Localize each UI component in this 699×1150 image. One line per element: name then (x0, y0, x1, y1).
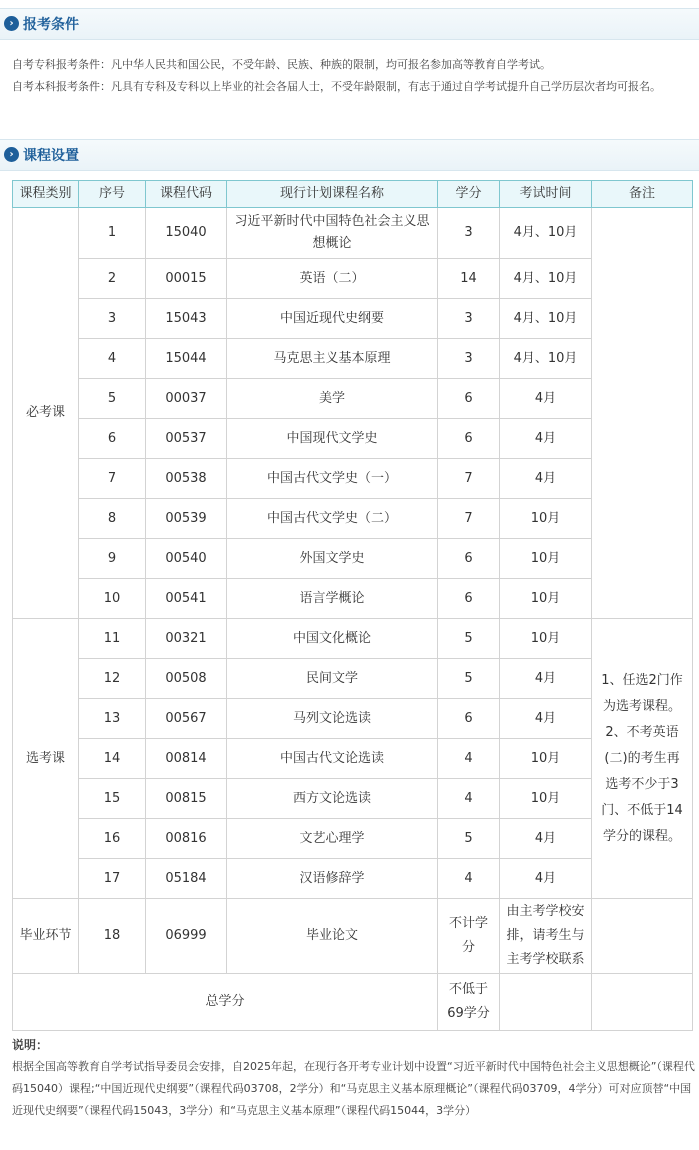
row-no: 4 (79, 339, 146, 379)
row-no: 7 (79, 459, 146, 499)
row-time: 4月、10月 (500, 259, 592, 299)
section-title: 报考条件 (23, 17, 79, 33)
row-name: 美学 (227, 379, 438, 419)
row-no: 6 (79, 419, 146, 459)
column-header: 序号 (79, 181, 146, 208)
row-credit: 6 (438, 539, 500, 579)
row-credit: 4 (438, 859, 500, 899)
row-no: 2 (79, 259, 146, 299)
row-credit: 7 (438, 459, 500, 499)
column-header: 学分 (438, 181, 500, 208)
row-time: 4月 (500, 379, 592, 419)
row-name: 语言学概论 (227, 579, 438, 619)
row-time: 4月 (500, 819, 592, 859)
note-label: 说明： (12, 1038, 49, 1052)
row-name: 习近平新时代中国特色社会主义思想概论 (227, 208, 438, 259)
table-row (13, 859, 693, 899)
conditions-text (0, 46, 699, 104)
row-code: 00321 (146, 619, 227, 659)
row-no: 12 (79, 659, 146, 699)
table-row (13, 579, 693, 619)
row-name: 中国古代文学史（二） (227, 499, 438, 539)
row-credit: 4 (438, 739, 500, 779)
total-empty (592, 974, 693, 1031)
row-no: 15 (79, 779, 146, 819)
row-code: 00540 (146, 539, 227, 579)
condition-line: 自考专科报考条件：凡中华人民共和国公民，不受年龄、民族、种族的限制，均可报名参加高等教育自学考试。 (12, 58, 551, 71)
row-time: 4月 (500, 419, 592, 459)
column-header: 课程代码 (146, 181, 227, 208)
section-title: 课程设置 (23, 148, 79, 164)
row-credit: 7 (438, 499, 500, 539)
table-row (13, 499, 693, 539)
table-row (13, 419, 693, 459)
row-credit: 5 (438, 659, 500, 699)
condition-line: 自考本科报考条件：凡具有专科及专科以上毕业的社会各届人士，不受年龄限制，有志于通过自学考试提升自己学历层次者均可报名。 (12, 80, 661, 93)
row-credit: 6 (438, 579, 500, 619)
row-time: 10月 (500, 499, 592, 539)
row-code: 00015 (146, 259, 227, 299)
row-code: 00541 (146, 579, 227, 619)
row-code: 15043 (146, 299, 227, 339)
chevron-right-icon: › (4, 147, 19, 162)
section-header-conditions (0, 8, 699, 40)
row-time: 4月 (500, 659, 592, 699)
row-credit: 6 (438, 379, 500, 419)
group-required: 必考课 (13, 208, 79, 619)
row-time: 10月 (500, 539, 592, 579)
row-name: 英语（二） (227, 259, 438, 299)
group-elective: 选考课 (13, 619, 79, 899)
row-code: 00815 (146, 779, 227, 819)
row-name: 毕业论文 (227, 899, 438, 974)
remark-empty (592, 208, 693, 619)
total-row (13, 974, 693, 1031)
row-no: 17 (79, 859, 146, 899)
row-no: 3 (79, 299, 146, 339)
row-code: 00816 (146, 819, 227, 859)
table-row (13, 459, 693, 499)
table-row (13, 379, 693, 419)
row-no: 14 (79, 739, 146, 779)
row-time: 由主考学校安排，请考生与主考学校联系 (500, 899, 592, 974)
row-time: 10月 (500, 779, 592, 819)
table-row (13, 539, 693, 579)
row-code: 00567 (146, 699, 227, 739)
row-name: 马列文论选读 (227, 699, 438, 739)
row-time: 4月 (500, 459, 592, 499)
chevron-right-icon: › (4, 16, 19, 31)
row-name: 外国文学史 (227, 539, 438, 579)
total-label: 总学分 (13, 974, 438, 1031)
column-header: 考试时间 (500, 181, 592, 208)
row-credit: 不计学分 (438, 899, 500, 974)
row-time: 10月 (500, 579, 592, 619)
table-row (13, 299, 693, 339)
group-graduation: 毕业环节 (13, 899, 79, 974)
note-text: 根据全国高等教育自学考试指导委员会安排，自2025年起，在现行各开考专业计划中设置“习近平新时代中国特色社会主义思想概论”（课程代码15040）课程;“中国近现代史纲要”（课程代码03708，2学分）和“马克思主义基本原理概论”（课程代码03709，4学分）可对应顶替“中国近现代史纲要”（课程代码15043，3学分）和“马克思主义基本原理”（课程代码15044，3学分） (12, 1060, 695, 1117)
table-row (13, 779, 693, 819)
course-table (12, 180, 693, 1031)
row-credit: 6 (438, 699, 500, 739)
row-name: 中国古代文学史（一） (227, 459, 438, 499)
column-header: 备注 (592, 181, 693, 208)
row-credit: 5 (438, 619, 500, 659)
table-row (13, 699, 693, 739)
row-name: 马克思主义基本原理 (227, 339, 438, 379)
row-time: 10月 (500, 739, 592, 779)
row-code: 05184 (146, 859, 227, 899)
row-no: 1 (79, 208, 146, 259)
note-section (12, 1034, 696, 1122)
row-credit: 5 (438, 819, 500, 859)
row-name: 民间文学 (227, 659, 438, 699)
row-time: 4月、10月 (500, 208, 592, 259)
table-header-row (13, 181, 693, 208)
row-code: 00508 (146, 659, 227, 699)
row-credit: 14 (438, 259, 500, 299)
row-no: 8 (79, 499, 146, 539)
row-name: 文艺心理学 (227, 819, 438, 859)
row-no: 13 (79, 699, 146, 739)
table-row (13, 819, 693, 859)
table-row (13, 208, 693, 259)
row-credit: 4 (438, 779, 500, 819)
row-time: 4月、10月 (500, 339, 592, 379)
row-no: 10 (79, 579, 146, 619)
row-no: 18 (79, 899, 146, 974)
row-code: 00538 (146, 459, 227, 499)
row-code: 15040 (146, 208, 227, 259)
row-credit: 6 (438, 419, 500, 459)
total-empty (500, 974, 592, 1031)
table-row (13, 259, 693, 299)
column-header: 现行计划课程名称 (227, 181, 438, 208)
column-header: 课程类别 (13, 181, 79, 208)
row-time: 4月、10月 (500, 299, 592, 339)
row-code: 00814 (146, 739, 227, 779)
elective-remark: 1、任选2门作为选考课程。2、不考英语(二)的考生再选考不少于3门、不低于14学分的课程。 (592, 619, 693, 899)
table-row (13, 339, 693, 379)
row-time: 4月 (500, 699, 592, 739)
section-header-courses (0, 139, 699, 171)
row-time: 10月 (500, 619, 592, 659)
row-no: 9 (79, 539, 146, 579)
row-name: 中国古代文论选读 (227, 739, 438, 779)
table-row (13, 739, 693, 779)
row-code: 00539 (146, 499, 227, 539)
row-name: 汉语修辞学 (227, 859, 438, 899)
table-row (13, 659, 693, 699)
row-no: 11 (79, 619, 146, 659)
remark-empty (592, 899, 693, 974)
total-value: 不低于69学分 (438, 974, 500, 1031)
row-credit: 3 (438, 339, 500, 379)
row-name: 中国近现代史纲要 (227, 299, 438, 339)
row-credit: 3 (438, 299, 500, 339)
table-row (13, 899, 693, 974)
row-code: 00037 (146, 379, 227, 419)
row-credit: 3 (438, 208, 500, 259)
row-code: 00537 (146, 419, 227, 459)
row-code: 15044 (146, 339, 227, 379)
row-no: 5 (79, 379, 146, 419)
row-name: 中国文化概论 (227, 619, 438, 659)
row-no: 16 (79, 819, 146, 859)
row-time: 4月 (500, 859, 592, 899)
row-code: 06999 (146, 899, 227, 974)
table-row (13, 619, 693, 659)
row-name: 西方文论选读 (227, 779, 438, 819)
row-name: 中国现代文学史 (227, 419, 438, 459)
